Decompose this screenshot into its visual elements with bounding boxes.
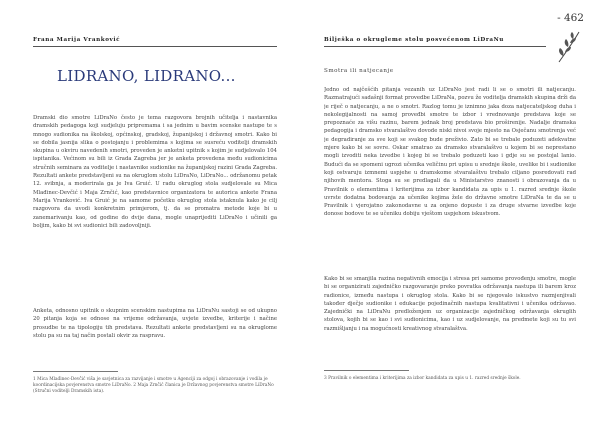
- right-header-rule: [324, 46, 546, 47]
- left-paragraph-1: [33, 114, 277, 301]
- right-paragraph-1: [324, 86, 576, 268]
- right-page: [300, 0, 600, 421]
- left-header-rule: [33, 46, 277, 47]
- left-footnote-rule: [33, 371, 118, 372]
- left-paragraph-2-text: Anketa, odnosno upitnik o skupnim scenskim nastupima na LiDraNu sastoji se od ukupno 20 pitanja koja se odnose na vrijeme održavanja, uvjete izvedbe, kriterije i načine prosudbe te na tipologiju tih predstava. Rezultati ankete predstavljeni su na okruglome stolu pa su na taj način postali okvir za raspravu.: [33, 308, 277, 339]
- right-running-head: Bilješka o okrugleme stolu posvećenom LiDraNu: [324, 37, 504, 43]
- section-subheading: Smotra ili natjecanje: [324, 68, 394, 74]
- page-number: - 462: [557, 12, 584, 24]
- left-running-head: Frana Marija Vranković: [33, 37, 121, 43]
- left-footnote: 1 Mica Mlađinec-Devčić viša je savjetnica za razvijanje i smotre u Agenciji za odgoj i obrazovanje i vodila je koordinacijska povjerenstva smotre LiDraNo. 2 Maja Zrnčić članica je Državnog povjerenstva smotre LiDraNo (Stručni voditelji Dramskih ista).: [33, 377, 274, 395]
- article-title: LIDRANO, LIDRANO...: [57, 67, 236, 85]
- right-footnote-rule: [324, 370, 409, 371]
- left-paragraph-1-text: Dramski dio smotre LiDraNo često je tema razgovora brojnih učitelja i nastavnika dramskih pedagoga koji sudjeluju pripremama i sa jednim u bavim scenske nastupe te s mnogo sudionika na školskoj, općinskoj, gradskoj, županijskoj i državnoj smotri. Kako bi se dobila jasnija slika o postojanju i problemima s kojima se susreću voditelji dramskih skupina u okviru navedenih smotri, proveden je anketni upitnik s kojim je sudjelovalo 104 ispitanika. Većinom su bili iz Grada Zagreba jer je anketa provedena među sudionicima stručnih seminara za voditelje i nastavnike sudionike na županijskoj razini Grada Zagreba. Rezultati ankete predstavljeni su na okruglom stolu LiDraNo, LiDraNo... održanomu petak 12. svibnja, a moderirala ga je Iva Gruić. U radu okruglog stola sudjelovale su Mica Mlađinec-Devčić i Maja Zrnčić, kao predstavnice organizatora te autorica ankete Frana Marija Vranković. Iva Gruić je na samome početku okruglog stola istaknula kako je cilj razgovora da uvodi konkretnim primjerom, tj. da se promatra metode koje bi u zanemarivanju kao, od godine do dvije dana, mogle unaprijediti LiDraNo i učinili ga boljim, kako bi svi sudionici bili zadovoljniji.: [33, 115, 277, 229]
- right-paragraph-2: [324, 275, 576, 336]
- right-footnote: 3 Pravilnik o elementima i kriterijima za izbor kandidata za upis u 1. razred srednje škole.: [324, 376, 521, 381]
- left-paragraph-2: [33, 307, 277, 359]
- right-paragraph-1-text: Jedno od najčešćih pitanja vezanih uz LiDraNo jest radi li se o smotri ili natjecanju. Razmatrajući sadašnji format provedbe LiDraNa, pozvu že voditelja dramskih skupina drži da je riječ o natjecanju, a ne o smotri. Razlog tomu je iznimno jaka doza natjecateljskog duha i nekolegijalnosti na samoj proveđbi smotre te izbor i vrednovanje predstava koje se prepoznaće za višu razinu, barem jednak broj predstava bio proširenije. Nadalje dramska pedagogija i dramsko stvaralaštvo dovode niski nivoi svoje mjesto na Osječanu smotrenja već je degradiranje za sve koji se svakog bude preživio. Zato bi se trebale poduzeti adekvatne mjere kako bi se sovre. Oskar smatrao za dramsko stvaralaštvo u kojem bi se neprestano mogli izvoditi neka izvedbe i kojeg bi se trebalo poduzeti kao i gdje su se postojal lanio. Budući da se spomeni ugrozi učenika veličinu pri upisu u srednje škole, uvelike bi i sudionike koji ostvaruju izmnemi uspjehe u dramskome stvaralaštvu trebalo ciljano posredovati rad njihovih mentora. Stoga su se predlagali da u Ministarstvo znanosti i obrazovanja da u Pravilnik o elementima i kriterijima za izbor kandidata za upis u 1. razred srednje škole uvrste dodatna bodovanja za učenike kojima žele do državne smotre LiDraNa te da se u Pravilnik i vjerojatno zakonodavne u za onjeno dopuste i za druge stvarne izvedbe koje donose bodove te se učeniku dobiju vještom uspjehom iskustvom.: [324, 87, 576, 218]
- leaf-ornament-icon: [556, 30, 582, 68]
- right-paragraph-2-text: Kako bi se smanjila razina negativnih emocija i stresa pri samome provođenju smotre, mogle bi se organizirati zajedničko razgovaranje preko povratka održavanja nastupa ili barem kroz radionice, između nastupa i okruglog stola. Kako bi se njegovalo iskustvo razmjenjivali također dječje sudionike i edukacije pojedinačnih nastupa kvalitativni i učenika održavao. Zajednički na LiDraNu predloženjem uz organizacije zajedničkog održavanja okruglih stolova, kojih bi se kao i svi sudionicima, kao i uz sudjelovanje, na predmete koji su tu svi razmišljanju i na mogućnosti kreativnog stvaralaštva.: [324, 276, 576, 332]
